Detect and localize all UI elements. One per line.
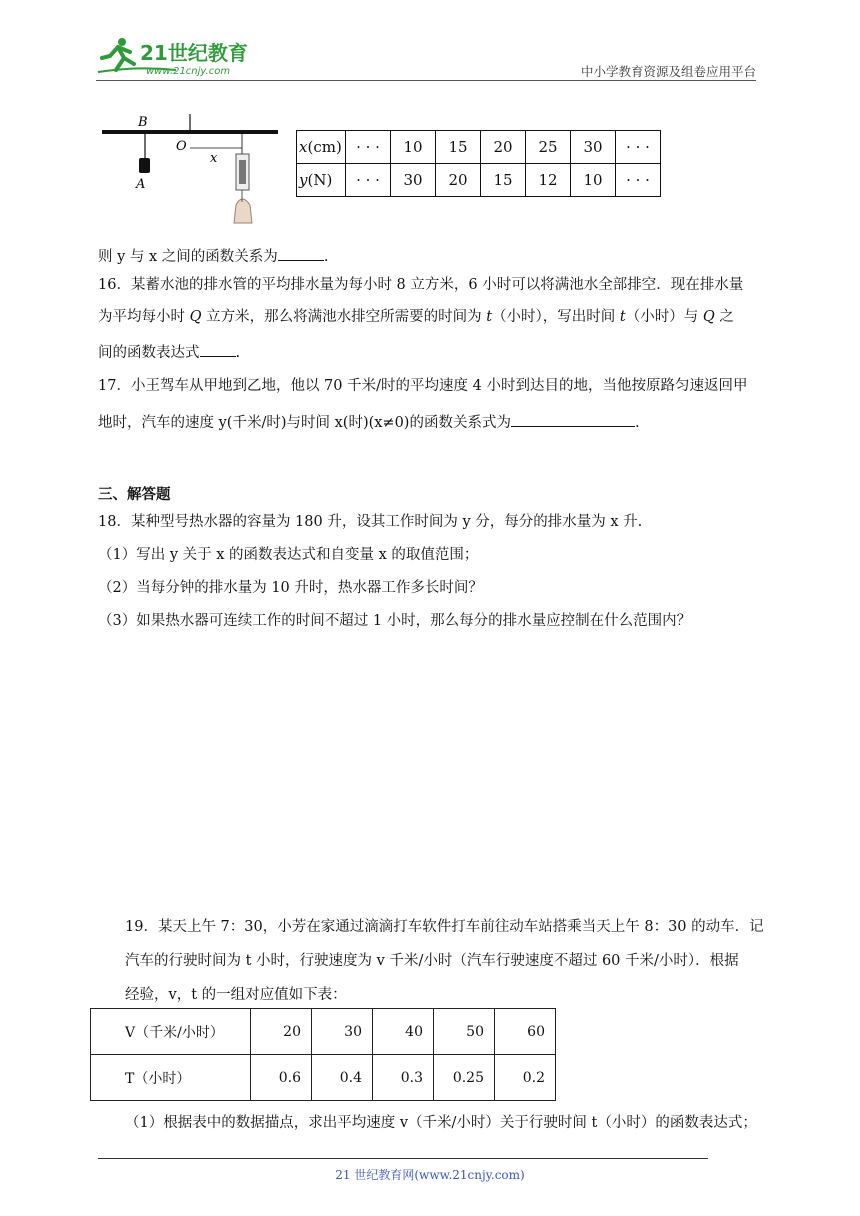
q17-line-2: 地时，汽车的速度 y(千米/时)与时间 x(时)(x≠0)的函数关系式为 . bbox=[98, 410, 640, 433]
table-cell: 20 bbox=[436, 164, 481, 197]
x-header: x(cm) bbox=[297, 131, 346, 164]
header-platform-name: 中小学教育资源及组卷应用平台 bbox=[580, 64, 756, 79]
section-title: 三、解答题 bbox=[98, 487, 171, 503]
q16-line-3: 间的函数表达式 . bbox=[98, 340, 240, 363]
table-cell: · · · bbox=[616, 131, 661, 164]
q18-stem: 18．某种型号热水器的容量为 180 升，设其工作时间为 y 分，每分的排水量为 x 升. bbox=[98, 514, 643, 530]
svg-text:www.21cnjy.com: www.21cnjy.com bbox=[146, 66, 231, 77]
y-header: y(N) bbox=[297, 164, 346, 197]
table-cell: 10 bbox=[571, 164, 616, 197]
table-row bbox=[91, 1009, 556, 1055]
v-t-table bbox=[90, 1008, 556, 1101]
table-cell: 20 bbox=[251, 1009, 312, 1055]
q19-part-1: （1）根据表中的数据描点，求出平均速度 v（千米/小时）关于行驶时间 t（小时）的函数表达式； bbox=[125, 1115, 757, 1131]
lever-diagram bbox=[98, 110, 288, 225]
table-cell: 30 bbox=[391, 164, 436, 197]
svg-text:A: A bbox=[136, 177, 146, 192]
footer-divider bbox=[98, 1158, 708, 1159]
table-row bbox=[297, 131, 661, 164]
table-cell: 0.3 bbox=[373, 1055, 434, 1101]
answer-blank bbox=[511, 410, 635, 427]
svg-text:x: x bbox=[210, 151, 218, 166]
table-cell: 15 bbox=[481, 164, 526, 197]
svg-text:O: O bbox=[176, 139, 187, 154]
table-cell: 12 bbox=[526, 164, 571, 197]
table-cell: 50 bbox=[434, 1009, 495, 1055]
table-cell: 0.25 bbox=[434, 1055, 495, 1101]
answer-blank bbox=[200, 340, 236, 357]
q16-line-2: 为平均每小时 Q 立方米，那么将满池水排空所需要的时间为 t（小时），写出时间 t（小时）与 Q 之 bbox=[98, 309, 734, 325]
table-cell: 0.4 bbox=[312, 1055, 373, 1101]
table-cell: 20 bbox=[481, 131, 526, 164]
table-cell: 0.6 bbox=[251, 1055, 312, 1101]
table-cell: · · · bbox=[346, 164, 391, 197]
q18-part-2: （2）当每分钟的排水量为 10 升时，热水器工作多长时间？ bbox=[98, 580, 483, 596]
q16-line-1: 16．某蓄水池的排水管的平均排水量为每小时 8 立方米，6 小时可以将满池水全部排空．现在排水量 bbox=[98, 277, 744, 293]
table-row bbox=[297, 164, 661, 197]
q17-line-1: 17．小王驾车从甲地到乙地，他以 70 千米/时的平均速度 4 小时到达目的地，当他按原路匀速返回甲 bbox=[98, 378, 748, 394]
table-cell: 30 bbox=[312, 1009, 373, 1055]
q18-part-3: （3）如果热水器可连续工作的时间不超过 1 小时，那么每分的排水量应控制在什么范围内？ bbox=[98, 613, 692, 629]
footer-site-link[interactable]: 21 世纪教育网(www.21cnjy.com) bbox=[335, 1168, 525, 1182]
table-cell: 25 bbox=[526, 131, 571, 164]
x-y-table bbox=[296, 130, 661, 197]
table-cell: · · · bbox=[346, 131, 391, 164]
runner-logo-icon bbox=[96, 36, 266, 78]
answer-blank bbox=[278, 244, 324, 261]
q15-question-text: 则 y 与 x 之间的函数关系为 . bbox=[98, 244, 328, 267]
q19-line-2: 汽车的行驶时间为 t 小时，行驶速度为 v 千米/小时（汽车行驶速度不超过 60 千米/小时）．根据 bbox=[125, 953, 739, 969]
table-cell: 15 bbox=[436, 131, 481, 164]
header-divider bbox=[96, 80, 756, 81]
table-cell: · · · bbox=[616, 164, 661, 197]
table-cell: 0.2 bbox=[495, 1055, 556, 1101]
v-header: V（千米/小时） bbox=[91, 1009, 251, 1055]
table-cell: 60 bbox=[495, 1009, 556, 1055]
svg-text:21世纪教育: 21世纪教育 bbox=[140, 41, 248, 65]
table-cell: 10 bbox=[391, 131, 436, 164]
table-cell: 30 bbox=[571, 131, 616, 164]
t-header: T（小时） bbox=[91, 1055, 251, 1101]
q19-line-3: 经验，v，t 的一组对应值如下表： bbox=[125, 987, 347, 1003]
table-row bbox=[91, 1055, 556, 1101]
q19-line-1: 19．某天上午 7：30，小芳在家通过滴滴打车软件打车前往动车站搭乘当天上午 8：30 的动车．记 bbox=[125, 919, 764, 935]
svg-text:B: B bbox=[138, 115, 148, 130]
q18-part-1: （1）写出 y 关于 x 的函数表达式和自变量 x 的取值范围； bbox=[98, 547, 479, 563]
table-cell: 40 bbox=[373, 1009, 434, 1055]
site-logo bbox=[96, 36, 266, 78]
